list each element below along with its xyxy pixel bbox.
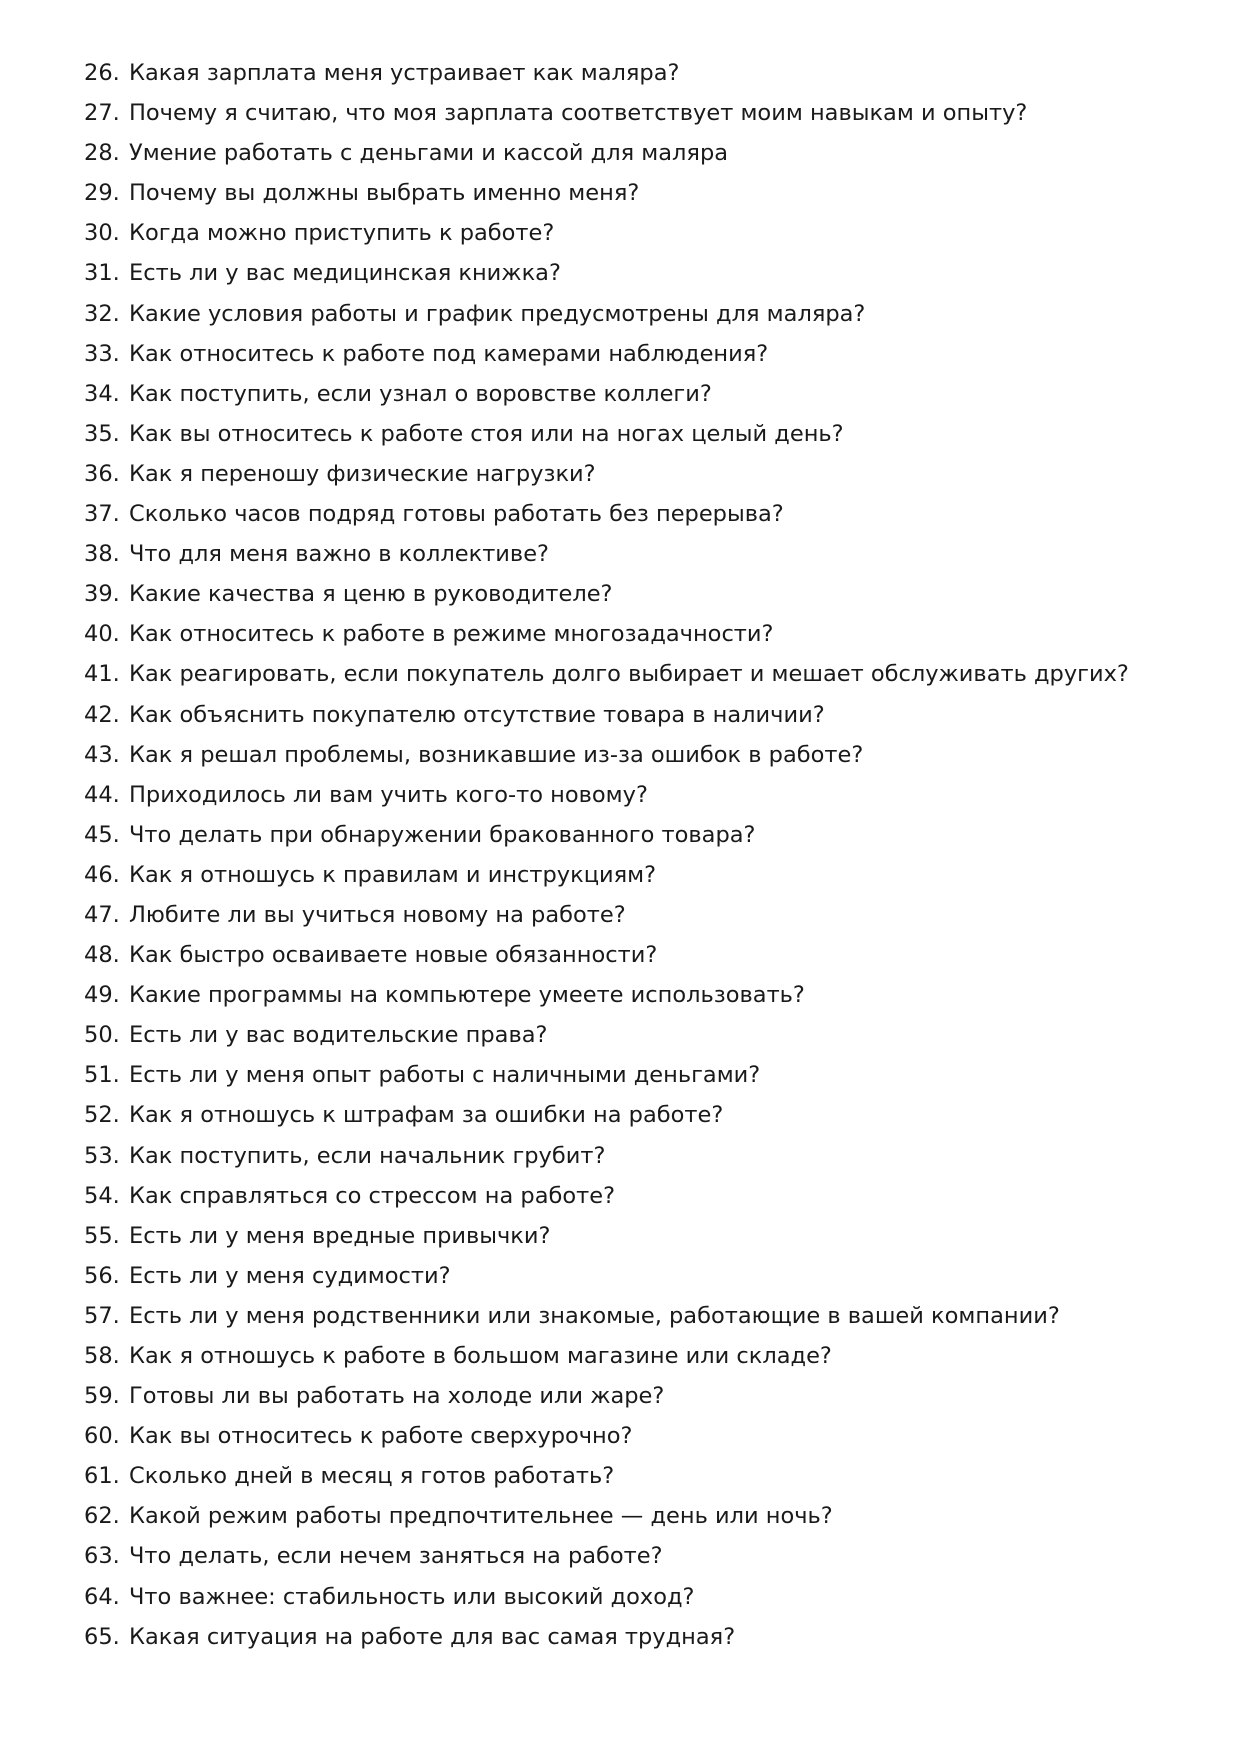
question-item	[84, 220, 1184, 260]
question-text: Какие качества я ценю в руководителе?	[129, 581, 613, 608]
question-text: Какие условия работы и график предусмотрены для маляра?	[129, 300, 866, 327]
question-number: 27.	[84, 100, 120, 127]
question-text: Готовы ли вы работать на холоде или жаре?	[129, 1383, 665, 1410]
question-number: 48.	[84, 942, 120, 969]
question-item	[84, 661, 1184, 701]
question-number: 36.	[84, 460, 120, 487]
question-number: 65.	[84, 1623, 120, 1650]
question-number: 41.	[84, 661, 120, 688]
question-number: 26.	[84, 60, 120, 86]
question-number: 53.	[84, 1142, 120, 1169]
question-text: Какая ситуация на работе для вас самая трудная?	[129, 1623, 736, 1650]
question-text: Как я отношусь к работе в большом магазине или складе?	[129, 1343, 832, 1369]
question-text: Как справляться со стрессом на работе?	[129, 1182, 616, 1209]
question-item	[84, 140, 1184, 180]
question-text: Почему вы должны выбрать именно меня?	[129, 180, 640, 207]
question-item	[84, 1343, 1184, 1383]
question-text: Приходилось ли вам учить кого-то новому?	[129, 781, 648, 808]
question-text: Что делать при обнаружении бракованного товара?	[129, 821, 756, 848]
question-text: Любите ли вы учиться новому на работе?	[129, 901, 626, 928]
question-text: Есть ли у вас медицинская книжка?	[129, 260, 561, 287]
question-text: Есть ли у меня вредные привычки?	[129, 1222, 551, 1249]
question-number: 55.	[84, 1222, 120, 1249]
question-number: 30.	[84, 220, 120, 247]
question-item	[84, 1303, 1184, 1343]
question-number: 37.	[84, 501, 120, 528]
question-item	[84, 461, 1184, 501]
question-item	[84, 1022, 1184, 1062]
question-text: Есть ли у меня опыт работы с наличными деньгами?	[129, 1062, 761, 1089]
question-text: Какие программы на компьютере умеете использовать?	[129, 982, 805, 1009]
question-item	[84, 1543, 1184, 1583]
question-text: Как объяснить покупателю отсутствие товара в наличии?	[129, 701, 825, 728]
question-item	[84, 581, 1184, 621]
question-text: Когда можно приступить к работе?	[129, 220, 555, 247]
question-number: 62.	[84, 1503, 120, 1530]
question-item	[84, 381, 1184, 421]
question-number: 32.	[84, 300, 120, 327]
question-number: 34.	[84, 380, 120, 407]
question-number: 35.	[84, 420, 120, 447]
question-number: 29.	[84, 180, 120, 207]
question-number: 39.	[84, 581, 120, 608]
question-item	[84, 942, 1184, 982]
question-number: 33.	[84, 340, 120, 367]
question-text: Почему я считаю, что моя зарплата соответствует моим навыкам и опыту?	[129, 100, 1028, 127]
question-item	[84, 501, 1184, 541]
question-number: 50.	[84, 1022, 120, 1049]
question-number: 38.	[84, 541, 120, 568]
question-number: 52.	[84, 1102, 120, 1129]
question-text: Есть ли у вас водительские права?	[129, 1022, 548, 1049]
question-number: 59.	[84, 1383, 120, 1410]
question-item	[84, 982, 1184, 1022]
question-text: Сколько часов подряд готовы работать без перерыва?	[129, 501, 784, 528]
question-item	[84, 60, 1184, 100]
question-item	[84, 1584, 1184, 1624]
question-item	[84, 541, 1184, 581]
question-text: Как относитесь к работе под камерами наблюдения?	[129, 340, 769, 367]
question-text: Как я отношусь к правилам и инструкциям?	[129, 861, 657, 888]
question-text: Как я решал проблемы, возникавшие из-за ошибок в работе?	[129, 741, 864, 768]
question-text: Что делать, если нечем заняться на работе?	[129, 1543, 663, 1570]
question-number: 57.	[84, 1302, 120, 1329]
question-number: 43.	[84, 741, 120, 768]
question-item	[84, 782, 1184, 822]
question-text: Как поступить, если узнал о воровстве коллеги?	[129, 380, 712, 407]
question-item	[84, 301, 1184, 341]
question-item	[84, 702, 1184, 742]
question-text: Что важнее: стабильность или высокий доход?	[129, 1583, 695, 1610]
question-number: 49.	[84, 982, 120, 1009]
question-number: 61.	[84, 1463, 120, 1490]
question-number: 45.	[84, 821, 120, 848]
question-item	[84, 1463, 1184, 1503]
question-number: 54.	[84, 1182, 120, 1209]
question-item	[84, 260, 1184, 300]
question-number: 44.	[84, 781, 120, 808]
question-item	[84, 180, 1184, 220]
question-item	[84, 1263, 1184, 1303]
question-item	[84, 421, 1184, 461]
question-item	[84, 1383, 1184, 1423]
question-number: 46.	[84, 861, 120, 888]
question-text: Сколько дней в месяц я готов работать?	[129, 1463, 615, 1490]
question-list	[84, 60, 1184, 1664]
question-number: 60.	[84, 1423, 120, 1450]
question-text: Как вы относитесь к работе стоя или на ногах целый день?	[129, 420, 844, 447]
question-item	[84, 341, 1184, 381]
question-number: 56.	[84, 1262, 120, 1289]
question-text: Как быстро осваиваете новые обязанности?	[129, 942, 658, 969]
question-item	[84, 902, 1184, 942]
question-item	[84, 1223, 1184, 1263]
question-item	[84, 1423, 1184, 1463]
question-number: 40.	[84, 621, 120, 648]
question-number: 42.	[84, 701, 120, 728]
question-item	[84, 822, 1184, 862]
question-item	[84, 1624, 1184, 1664]
question-item	[84, 862, 1184, 902]
question-text: Есть ли у меня судимости?	[129, 1262, 451, 1289]
question-item	[84, 1062, 1184, 1102]
question-text: Что для меня важно в коллективе?	[129, 541, 549, 568]
question-text: Какая зарплата меня устраивает как маляра?	[129, 60, 680, 86]
question-item	[84, 742, 1184, 782]
question-item	[84, 1503, 1184, 1543]
question-text: Как я отношусь к штрафам за ошибки на работе?	[129, 1102, 724, 1129]
question-number: 63.	[84, 1543, 120, 1570]
question-item	[84, 100, 1184, 140]
question-text: Как поступить, если начальник грубит?	[129, 1142, 606, 1169]
question-text: Какой режим работы предпочтительнее — день или ночь?	[129, 1503, 833, 1530]
question-text: Как реагировать, если покупатель долго выбирает и мешает обслуживать других?	[129, 661, 1129, 688]
question-text: Как вы относитесь к работе сверхурочно?	[129, 1423, 633, 1450]
question-item	[84, 1102, 1184, 1142]
question-text: Умение работать с деньгами и кассой для маляра	[129, 140, 729, 167]
question-item	[84, 621, 1184, 661]
question-number: 58.	[84, 1343, 120, 1369]
question-item	[84, 1143, 1184, 1183]
question-text: Как относитесь к работе в режиме многозадачности?	[129, 621, 774, 648]
question-text: Есть ли у меня родственники или знакомые, работающие в вашей компании?	[129, 1302, 1060, 1329]
question-item	[84, 1183, 1184, 1223]
question-number: 28.	[84, 140, 120, 167]
question-number: 51.	[84, 1062, 120, 1089]
question-number: 64.	[84, 1583, 120, 1610]
question-number: 31.	[84, 260, 120, 287]
question-number: 47.	[84, 901, 120, 928]
question-text: Как я переношу физические нагрузки?	[129, 460, 596, 487]
